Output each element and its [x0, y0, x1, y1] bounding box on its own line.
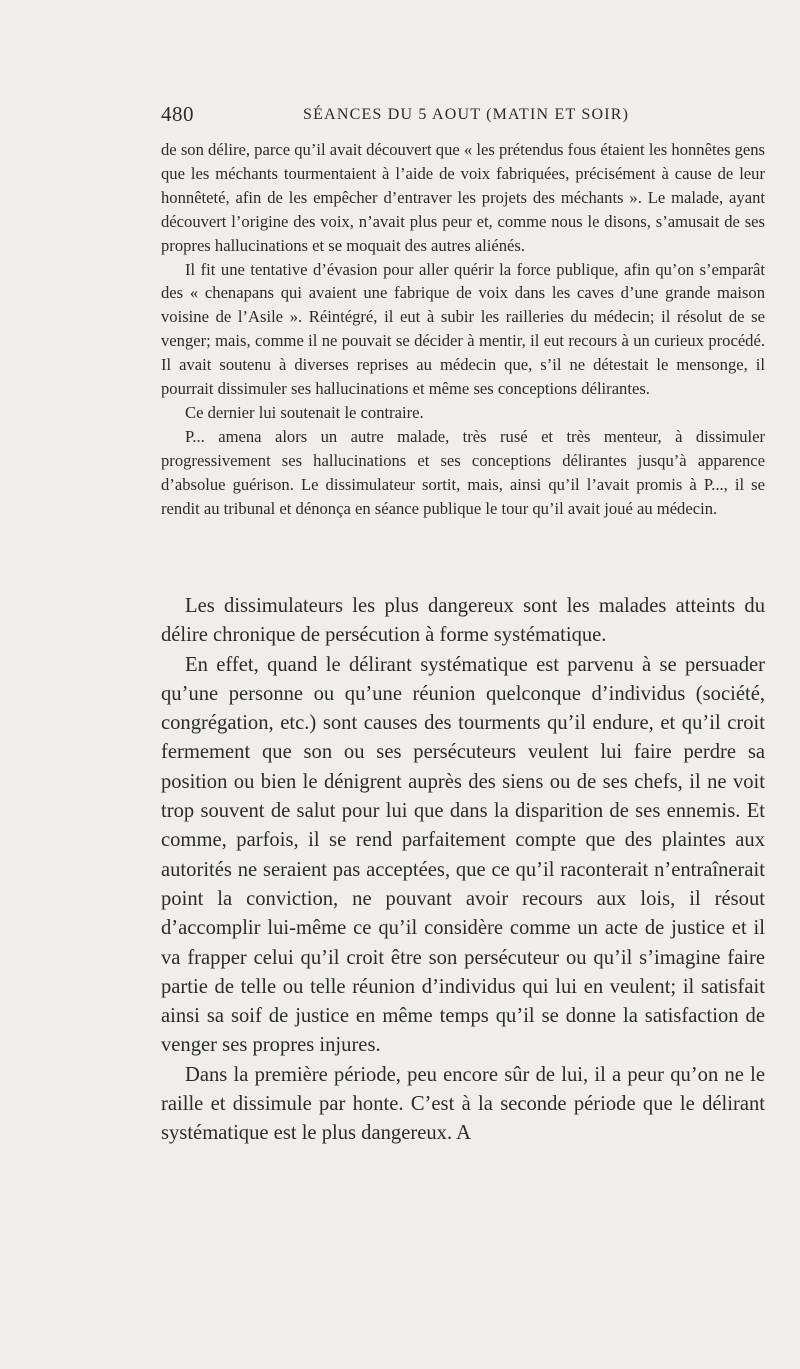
paragraph: Ce dernier lui soutenait le contraire. — [185, 402, 424, 422]
small-print-section — [161, 138, 765, 521]
paragraph: P... amena alors un autre malade, très rusé et très menteur, à dissimuler progressivement ses hallucinations et ses conceptions délirantes jusqu’à apparence d’absolue guérison. Le dissimulateur sortit, mais, ainsi qu’il l’avait promis à P..., il se rendit au tribunal et dénonça en séance publique le tour qu’il avait joué au médecin. — [161, 426, 765, 518]
paragraph: Dans la première période, peu encore sûr de lui, il a peur qu’on ne le raille et dissimule par honte. C’est à la seconde période que le délirant systématique est le plus dangereux. A — [161, 1063, 765, 1145]
page-header — [161, 98, 765, 128]
paragraph: Les dissimulateurs les plus dangereux sont les malades atteints du délire chronique de persécution à forme systématique. — [161, 595, 765, 647]
paragraph: En effet, quand le délirant systématique est parvenu à se persuader qu’une personne ou qu’une réunion quelconque d’individus (société, congrégation, etc.) sont causes des tourments qu’il endure, et qu’il croit fermement que son ou ses persécuteurs veulent lui faire perdre sa position ou bien le dénigrent auprès des siens ou de ses chefs, il ne voit trop souvent de salut pour lui que dans la disparition de ses ennemis. Et comme, parfois, il se rend parfaitement compte que des plaintes aux autorités ne seraient pas acceptées, que ce qu’il raconterait n’entraînerait point la conviction, ne pouvant avoir recours aux lois, il résout d’accomplir lui-même ce qu’il considère comme un acte de justice et il va frapper celui qu’il croit être son persécuteur ou qu’il s’imagine faire partie de telle ou telle réunion d’individus qui lui en veulent; il satisfait ainsi sa soif de justice en même temps qu’il se donne la satisfaction de venger ses propres injures. — [161, 653, 765, 1057]
main-text-section — [161, 592, 765, 1149]
running-head: SÉANCES DU 5 AOUT (MATIN ET SOIR) — [303, 106, 630, 123]
page-number: 480 — [161, 102, 194, 126]
paragraph: de son délire, parce qu’il avait découvert que « les prétendus fous étaient les honnêtes gens que les méchants tourmentaient à l’aide de voix fabriquées, précisément à cause de leur honnêteté, afin de les empêcher d’entraver les projets des méchants ». Le malade, ayant découvert l’origine des voix, n’avait plus peur et, comme nous le disons, s’amusait de ses propres hallucinations et se moquait des autres aliénés. — [161, 140, 765, 255]
paragraph: Il fit une tentative d’évasion pour aller quérir la force publique, afin qu’on s’emparât des « chenapans qui avaient une fabrique de voix dans les caves d’une grande maison voisine de l’Asile ». Réintégré, il eut à subir les railleries du médecin; il résolut de se venger; mais, comme il ne pouvait se décider à mentir, il eut recours à un curieux procédé. Il avait soutenu à diverses reprises au médecin que, s’il ne détestait le mensonge, il pourrait dissimuler ses hallucinations et même ses conceptions délirantes. — [161, 259, 765, 399]
